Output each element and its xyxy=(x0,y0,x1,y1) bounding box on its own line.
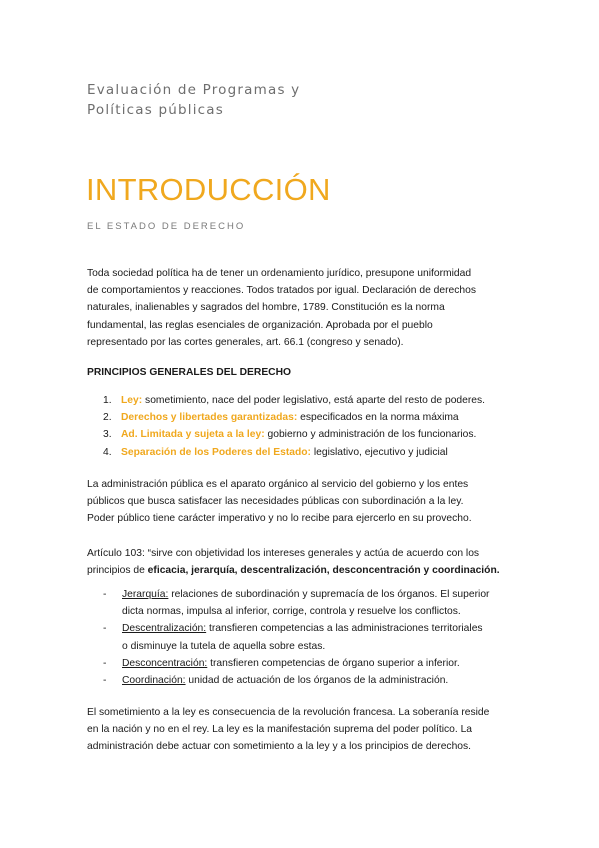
list-dash: - xyxy=(103,675,107,687)
article-prefix: principios de xyxy=(87,565,148,577)
principle-text: legislativo, ejecutivo y judicial xyxy=(310,446,448,458)
concept-term: Descentralización: xyxy=(122,623,207,635)
list-item xyxy=(103,672,523,689)
intro-paragraph xyxy=(87,265,517,351)
header-title-line-1: Evaluación de Programas y xyxy=(87,82,301,98)
paragraph-line: en la nación y no en el rey. La ley es la manifestación suprema del poder político. La xyxy=(87,724,473,736)
list-number: 4. xyxy=(103,446,112,458)
list-dash: - xyxy=(103,623,107,635)
concept-text: dicta normas, impulsa al inferior, corrige, controla y resuelve los conflictos. xyxy=(122,606,461,618)
principle-term: Ad. Limitada y sujeta a la ley: xyxy=(121,429,265,441)
list-number: 2. xyxy=(103,412,112,424)
list-number: 3. xyxy=(103,429,112,441)
principles-list xyxy=(103,392,523,461)
paragraph-line: administración debe actuar con sometimiento a la ley y a los principios de derechos. xyxy=(87,741,472,753)
list-item xyxy=(103,620,523,654)
list-dash: - xyxy=(103,589,107,600)
concept-term: Jerarquía: xyxy=(122,589,169,600)
paragraph-line: La administración pública es el aparato orgánico al servicio del gobierno y los entes xyxy=(87,479,469,490)
paragraph-line: naturales, inalienables y sagrados del hombre, 1789. Constitución es la norma xyxy=(87,302,445,314)
concepts-list xyxy=(103,586,523,689)
principle-text: especificados en la norma máxima xyxy=(297,412,459,424)
document-header xyxy=(87,80,407,120)
principle-term: Separación de los Poderes del Estado: xyxy=(121,446,311,458)
header-title-line-2: Políticas públicas xyxy=(87,102,225,118)
list-item xyxy=(103,586,523,620)
list-item xyxy=(103,392,523,409)
paragraph-line: públicos que busca satisfacer las necesidades públicas con subordinación a la ley. xyxy=(87,496,464,508)
concept-text: transfieren competencias a las administraciones territoriales xyxy=(206,623,483,635)
principle-text: sometimiento, nace del poder legislativo, está aparte del resto de poderes. xyxy=(142,395,486,406)
principle-text: gobierno y administración de los funcionarios. xyxy=(264,429,477,441)
paragraph-line: de comportamientos y reacciones. Todos tratados por igual. Declaración de derechos xyxy=(87,285,477,297)
concept-text: transfieren competencias de órgano superior a inferior. xyxy=(207,657,460,669)
paragraph-line: Poder público tiene carácter imperativo y no lo recibe para ejercerlo en su provecho. xyxy=(87,513,472,525)
sovereignty-paragraph xyxy=(87,704,517,756)
paragraph-line: representado por las cortes generales, art. 66.1 (congreso y senado). xyxy=(87,336,404,348)
concept-term: Coordinación: xyxy=(122,675,186,687)
paragraph-line: Artículo 103: “sirve con objetividad los intereses generales y actúa de acuerdo con los xyxy=(87,548,480,559)
concept-term: Desconcentración: xyxy=(122,657,208,669)
concept-text: unidad de actuación de los órganos de la administración. xyxy=(185,675,449,687)
concept-text: relaciones de subordinación y supremacía de los órganos. El superior xyxy=(168,589,490,600)
list-dash: - xyxy=(103,657,107,669)
paragraph-line: fundamental, las reglas esenciales de organización. Aprobada por el pueblo xyxy=(87,319,433,331)
paragraph-line: Toda sociedad política ha de tener un ordenamiento jurídico, presupone uniformidad xyxy=(87,268,472,279)
principle-term: Ley: xyxy=(121,395,143,406)
article-principles: eficacia, jerarquía, descentralización, desconcentración y coordinación. xyxy=(147,565,500,577)
page-title: INTRODUCCIÓN xyxy=(86,172,331,207)
administration-paragraph xyxy=(87,476,517,528)
principle-term: Derechos y libertades garantizadas: xyxy=(121,412,298,424)
list-number: 1. xyxy=(103,395,112,406)
section-heading: PRINCIPIOS GENERALES DEL DERECHO xyxy=(87,367,292,378)
article-paragraph xyxy=(87,545,527,579)
page-subtitle: EL ESTADO DE DERECHO xyxy=(87,221,246,232)
paragraph-line xyxy=(87,562,527,579)
list-item xyxy=(103,655,523,672)
list-item xyxy=(103,426,523,443)
list-item xyxy=(103,409,523,426)
list-item xyxy=(103,444,523,461)
concept-text: o disminuye la tutela de aquella sobre estas. xyxy=(122,640,326,652)
paragraph-line: El sometimiento a la ley es consecuencia de la revolución francesa. La soberanía reside xyxy=(87,707,490,718)
